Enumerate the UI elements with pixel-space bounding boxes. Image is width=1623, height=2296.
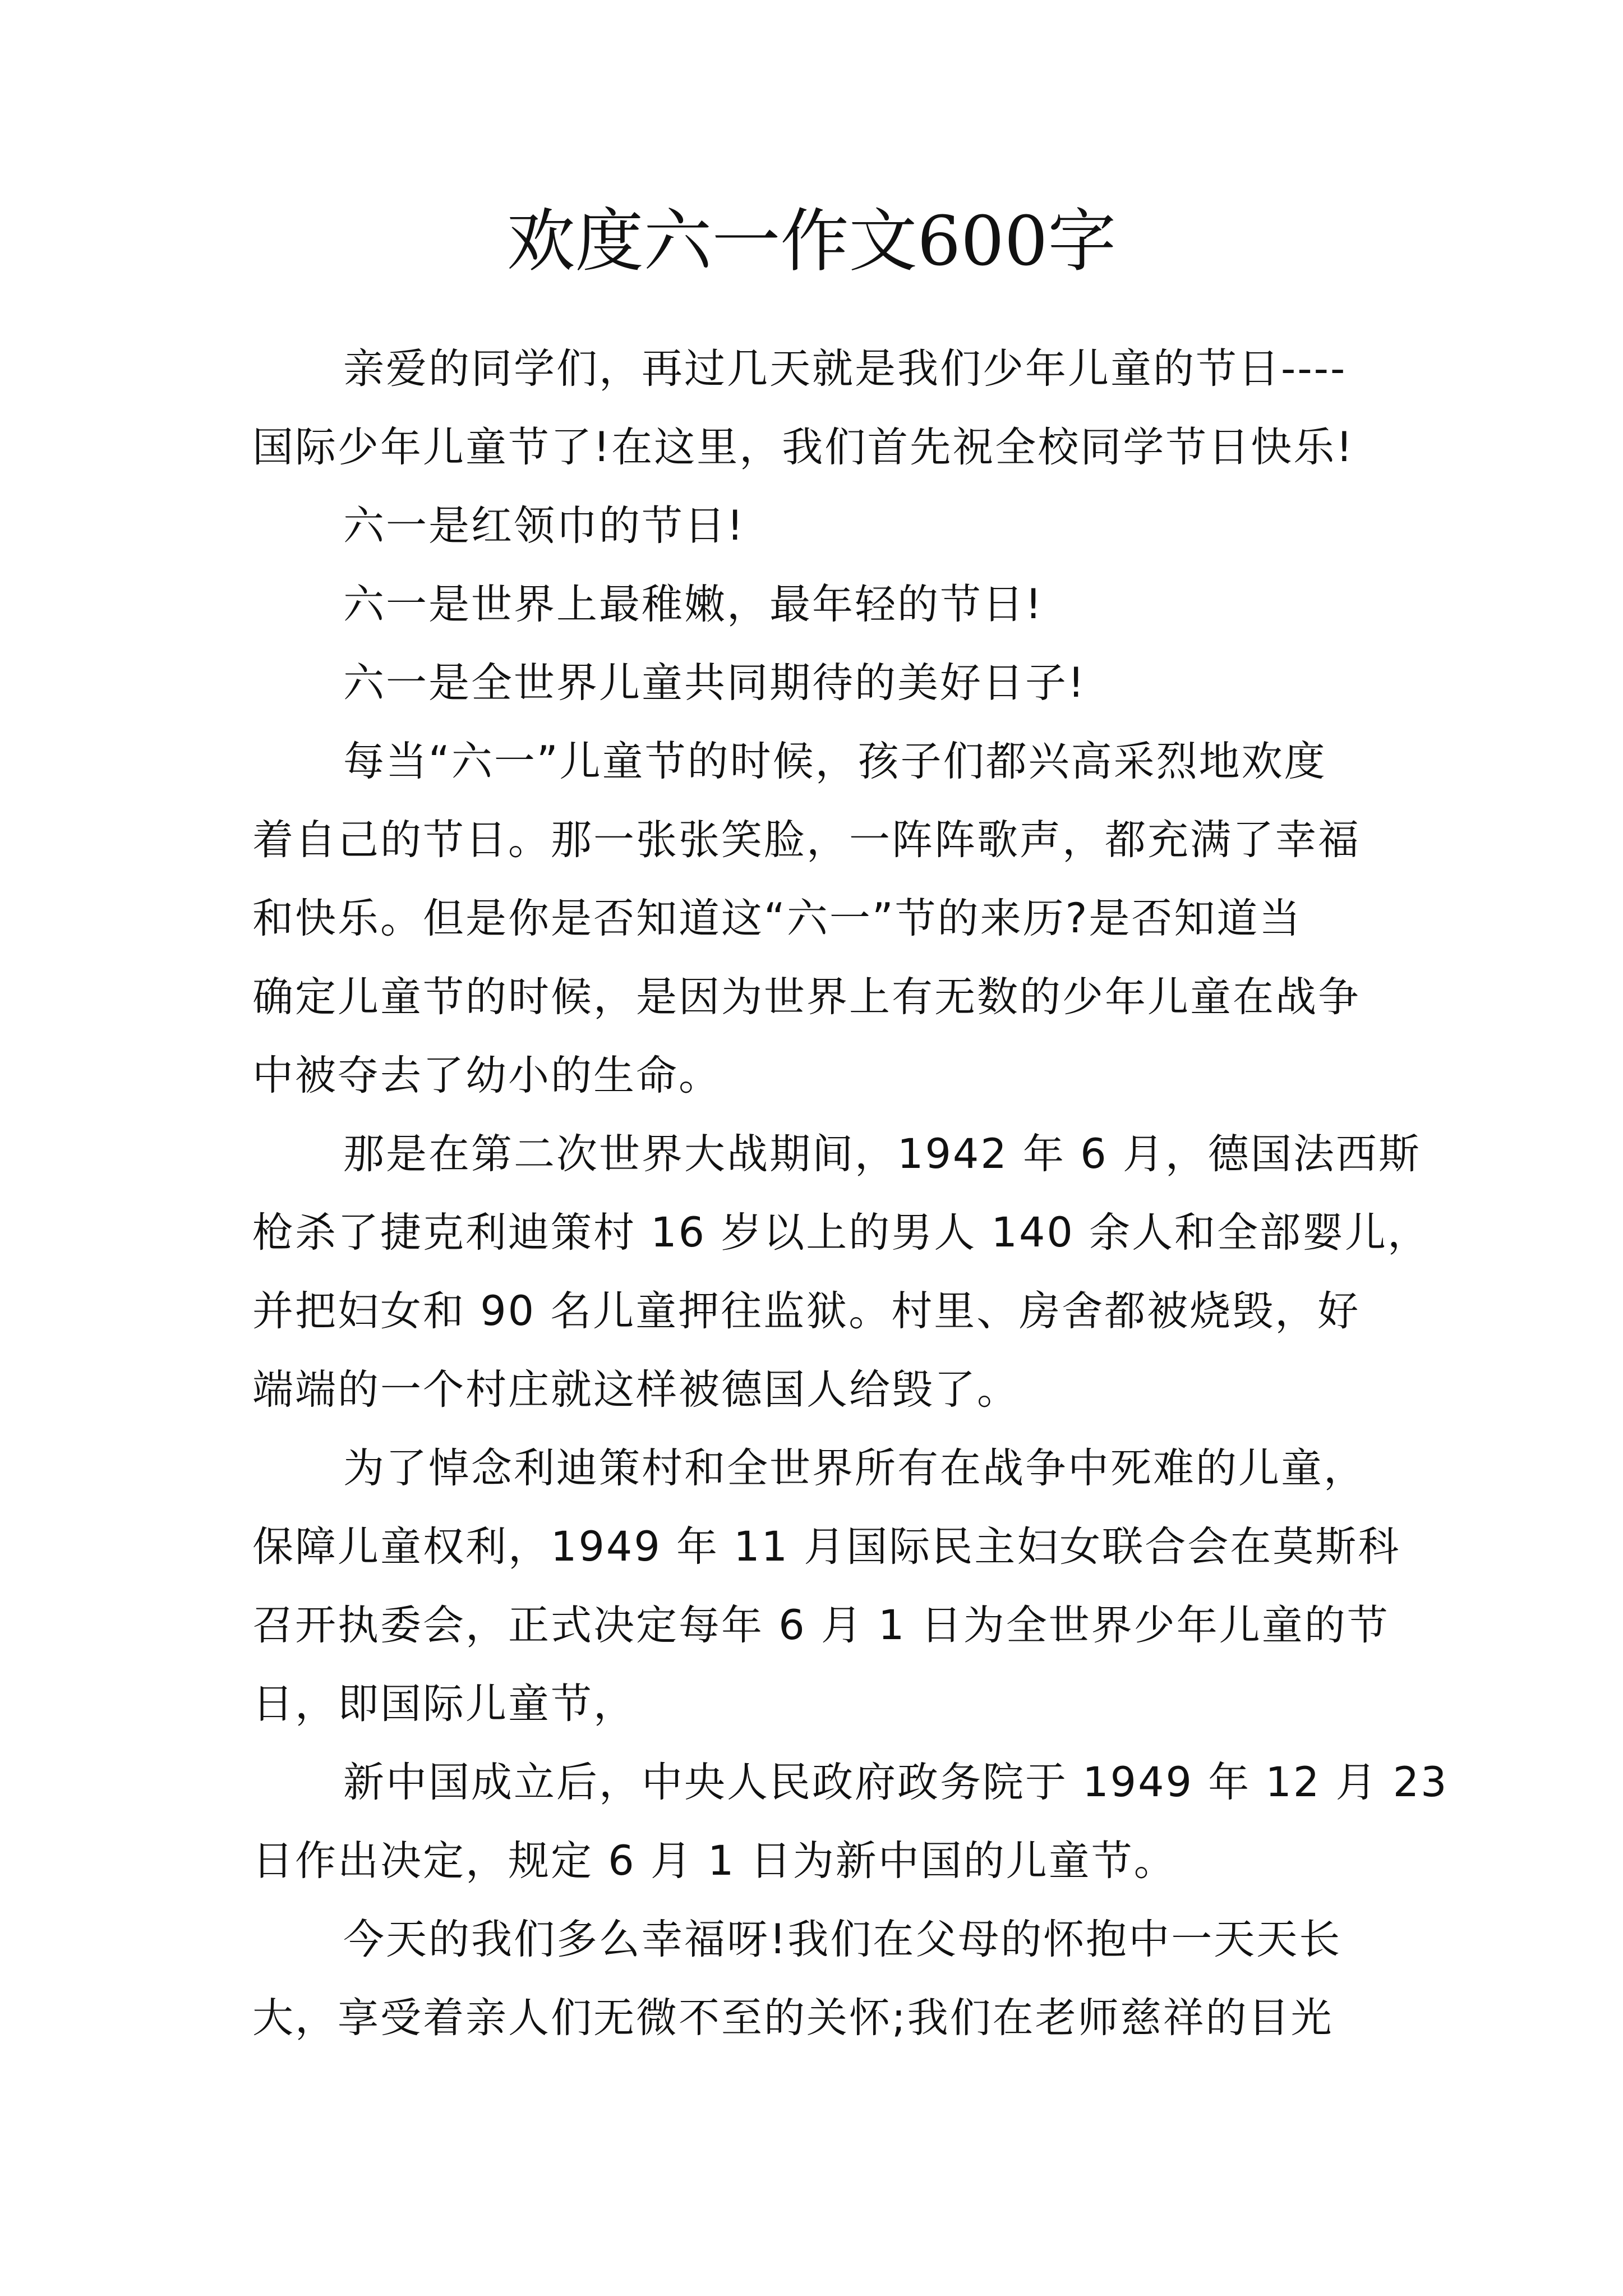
- paragraph-line: 日作出决定，规定 6 月 1 日为新中国的儿童节。: [252, 1837, 1177, 1885]
- document-body: [252, 330, 1449, 2058]
- paragraph-line: 和快乐。但是你是否知道这“六一”节的来历?是否知道当: [252, 895, 1302, 942]
- paragraph-line: 端端的一个村庄就这样被德国人给毁了。: [252, 1366, 1020, 1414]
- paragraph-line: 并把妇女和 90 名儿童押往监狱。村里、房舍都被烧毁，好: [252, 1287, 1361, 1335]
- paragraph-line: 为了悼念利迪策村和全世界所有在战争中死难的儿童，: [343, 1444, 1366, 1492]
- paragraph-line: 保障儿童权利，1949 年 11 月国际民主妇女联合会在莫斯科: [252, 1523, 1401, 1571]
- paragraph-line: 亲爱的同学们，再过几天就是我们少年儿童的节日----: [343, 345, 1347, 393]
- paragraph-line: 那是在第二次世界大战期间，1942 年 6 月，德国法西斯: [343, 1130, 1421, 1178]
- document-title: 欢度六一作文600字: [506, 201, 1117, 281]
- paragraph: [252, 723, 1396, 1115]
- paragraph-line: 每当“六一”儿童节的时候，孩子们都兴高采烈地欢度: [343, 738, 1327, 785]
- paragraph: [252, 565, 1396, 644]
- paragraph: [252, 1743, 1449, 1901]
- paragraph: [252, 1429, 1401, 1743]
- paragraph-line: 中被夺去了幼小的生命。: [252, 1052, 721, 1099]
- paragraph-line: 今天的我们多么幸福呀!我们在父母的怀抱中一天天长: [343, 1916, 1342, 1963]
- paragraph-line: 日，即国际儿童节，: [252, 1680, 636, 1728]
- paragraph: [252, 1901, 1396, 2058]
- paragraph: [252, 1115, 1431, 1429]
- paragraph: [252, 487, 1396, 565]
- paragraph: [252, 644, 1396, 723]
- paragraph-line: 大，享受着亲人们无微不至的关怀;我们在老师慈祥的目光: [252, 1994, 1334, 2042]
- paragraph: [252, 330, 1396, 487]
- paragraph-line: 召开执委会，正式决定每年 6 月 1 日为全世界少年儿童的节: [252, 1602, 1390, 1649]
- paragraph-line: 六一是世界上最稚嫩，最年轻的节日!: [343, 581, 1044, 628]
- paragraph-line: 着自己的节日。那一张张笑脸，一阵阵歌声，都充满了幸福: [252, 816, 1361, 864]
- paragraph-line: 六一是红领巾的节日!: [343, 502, 745, 550]
- paragraph-line: 六一是全世界儿童共同期待的美好日子!: [343, 659, 1086, 707]
- paragraph-line: 确定儿童节的时候，是因为世界上有无数的少年儿童在战争: [252, 973, 1361, 1021]
- paragraph-line: 国际少年儿童节了!在这里，我们首先祝全校同学节日快乐!: [252, 424, 1354, 471]
- paragraph-line: 枪杀了捷克利迪策村 16 岁以上的男人 140 余人和全部婴儿，: [252, 1209, 1431, 1257]
- paragraph-line: 新中国成立后，中央人民政府政务院于 1949 年 12 月 23: [343, 1759, 1449, 1806]
